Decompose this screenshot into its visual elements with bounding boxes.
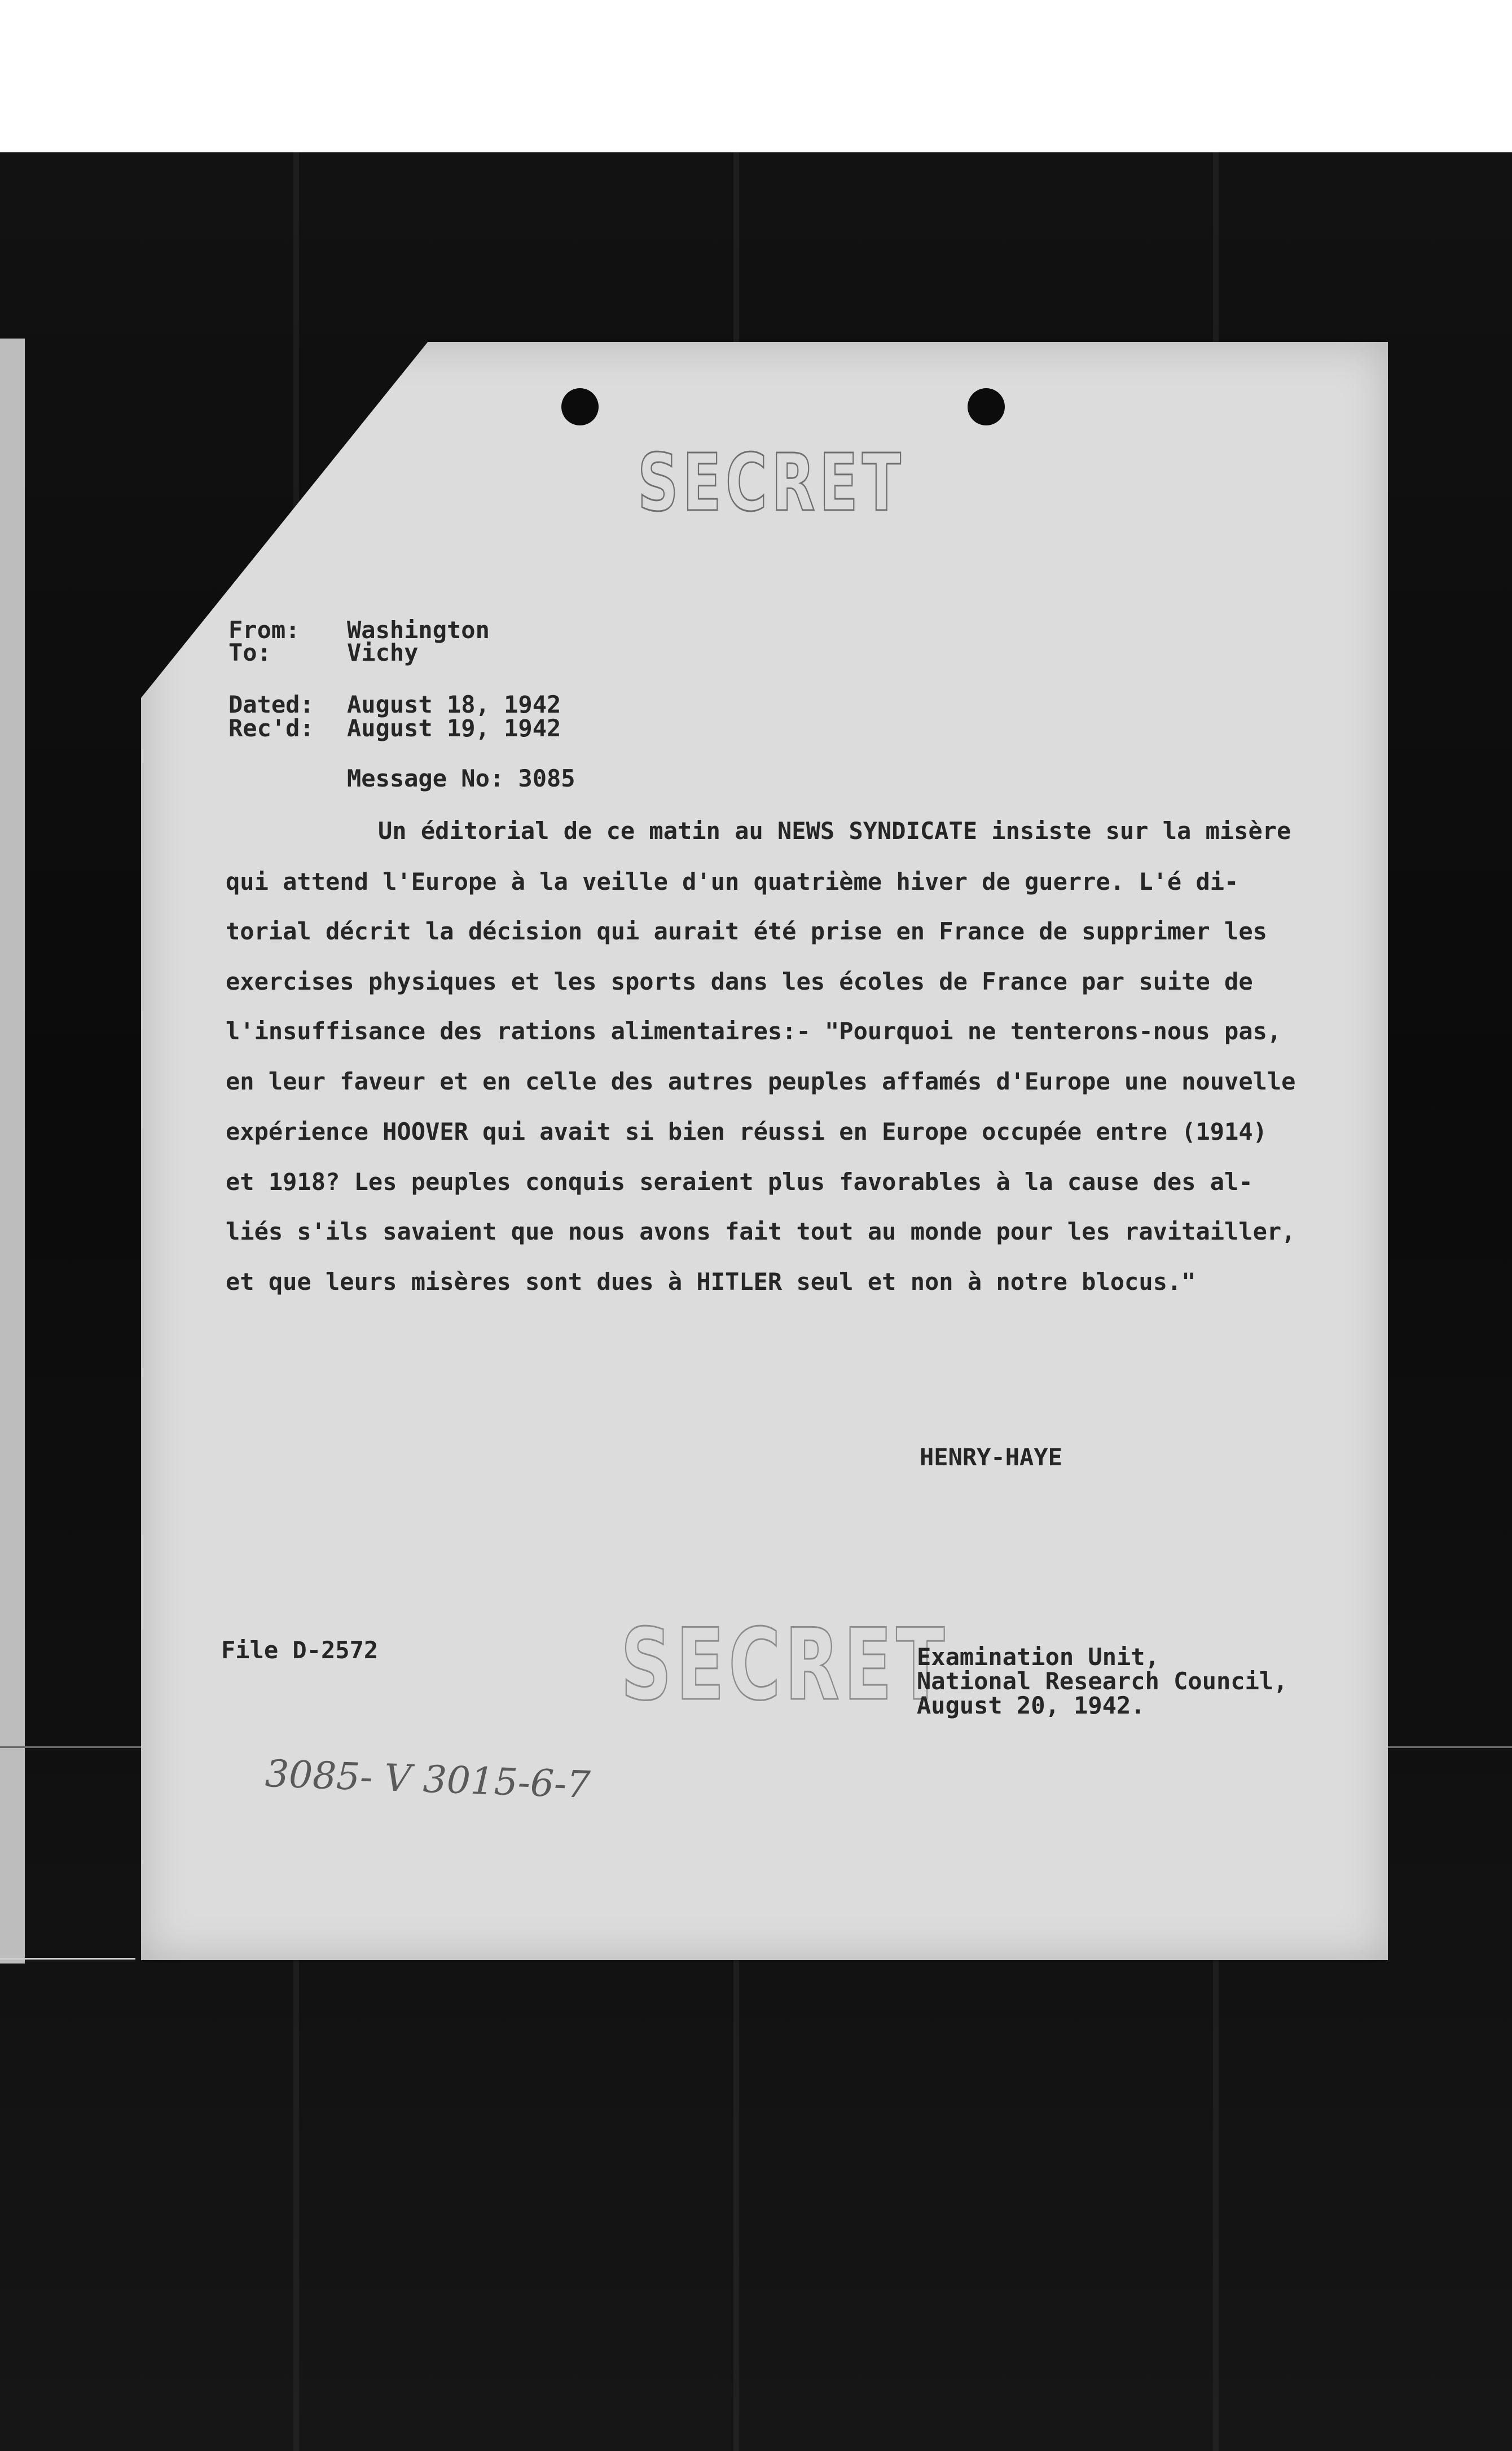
body-line: Un éditorial de ce matin au NEWS SYNDICATE insiste sur la misère (378, 817, 1291, 845)
secret-stamp-top: SECRET (638, 437, 905, 529)
received-value: August 19, 1942 (347, 714, 561, 742)
message-number: Message No: 3085 (347, 765, 575, 792)
body-line: liés s'ils savaient que nous avons fait tout au monde pour les ravitailler, (226, 1218, 1296, 1245)
film-top-margin (0, 0, 1512, 152)
scan-line (0, 1958, 135, 1960)
from-label: From: (228, 616, 300, 644)
body-line: et que leurs misères sont dues à HITLER seul et non à notre blocus." (226, 1268, 1196, 1295)
adjacent-frame-edge (0, 339, 25, 1964)
dated-value: August 18, 1942 (347, 691, 561, 718)
from-value: Washington (347, 616, 490, 644)
punch-hole (561, 388, 599, 425)
received-label: Rec'd: (228, 714, 314, 742)
body-line: exercises physiques et les sports dans les écoles de France par suite de (226, 968, 1253, 995)
handwritten-note: 3085- V 3015-6-7 (264, 1751, 591, 1807)
punch-hole (968, 388, 1005, 425)
body-line: et 1918? Les peuples conquis seraient plus favorables à la cause des al- (226, 1168, 1253, 1196)
dated-label: Dated: (228, 691, 314, 718)
body-line: en leur faveur et en celle des autres peuples affamés d'Europe une nouvelle (226, 1068, 1296, 1095)
file-number: File D-2572 (221, 1636, 379, 1664)
body-line: expérience HOOVER qui avait si bien réussi en Europe occupée entre (1914) (226, 1118, 1267, 1145)
examination-unit: Examination Unit, (917, 1643, 1159, 1671)
body-line: l'insuffisance des rations alimentaires:- "Pourquoi ne tenterons-nous pas, (226, 1017, 1282, 1045)
secret-stamp-bottom: SECRET (621, 1608, 949, 1723)
to-value: Vichy (347, 639, 419, 666)
unit-date: August 20, 1942. (917, 1692, 1145, 1719)
body-line: torial décrit la décision qui aurait été prise en France de supprimer les (226, 917, 1267, 945)
signature: HENRY-HAYE (920, 1443, 1062, 1471)
to-label: To: (228, 639, 271, 666)
body-line: qui attend l'Europe à la veille d'un quatrième hiver de guerre. L'é di- (226, 868, 1239, 895)
research-council: National Research Council, (917, 1667, 1288, 1695)
